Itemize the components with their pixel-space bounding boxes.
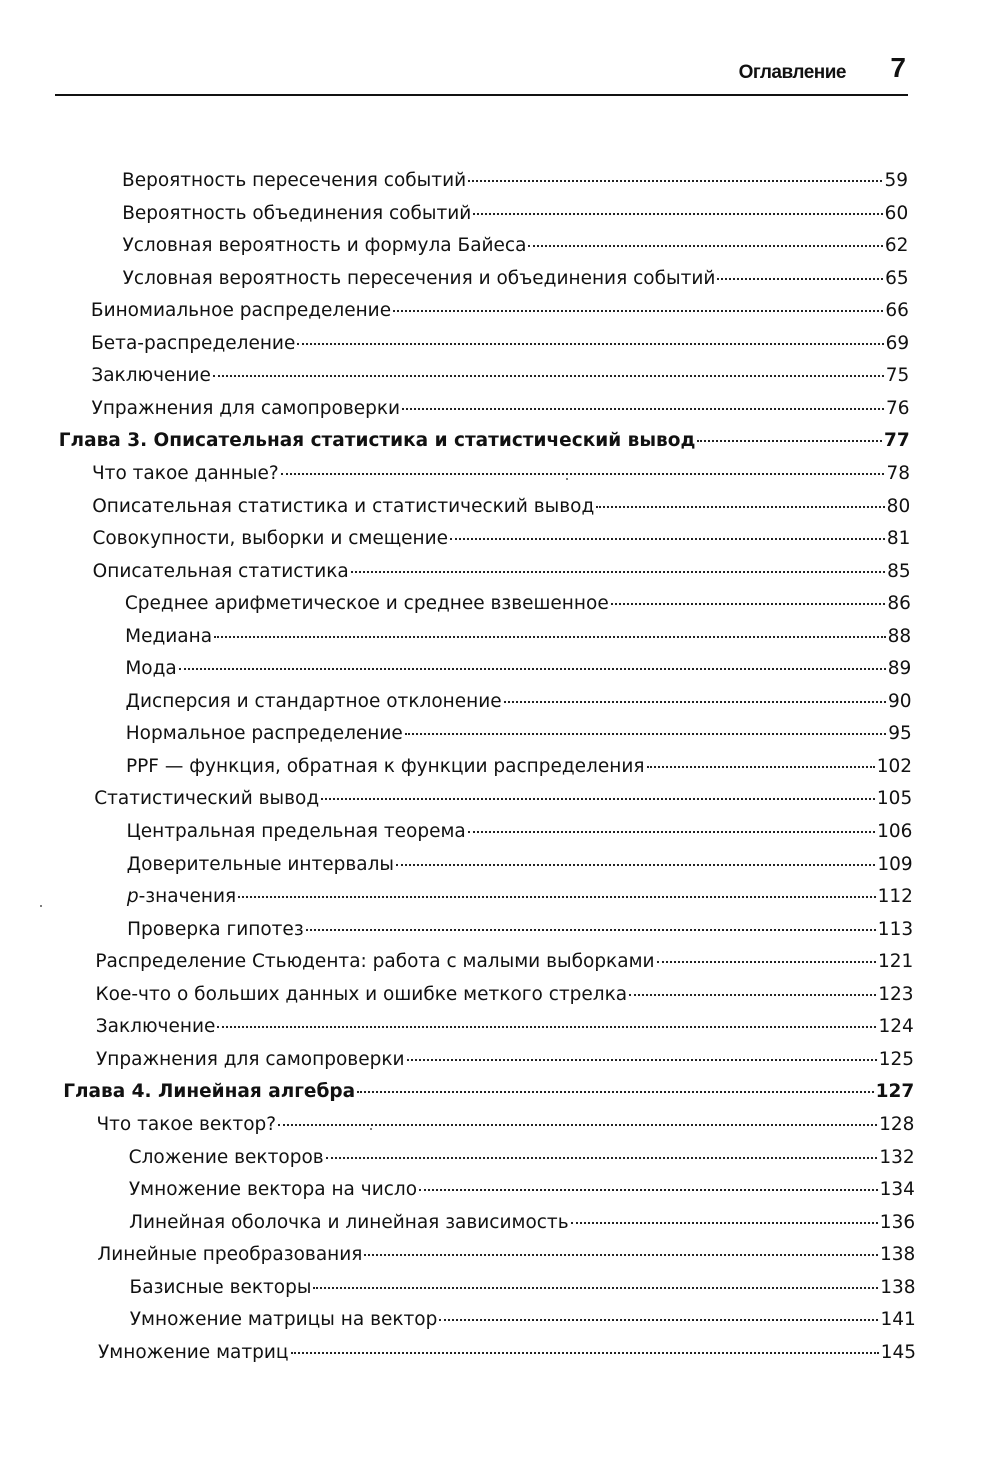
dot-leader: [364, 1253, 878, 1256]
toc-entry-title: Упражнения для самопроверки: [96, 1048, 405, 1070]
toc-entry-page: 145: [880, 1341, 916, 1363]
toc-entry: [96, 984, 914, 1014]
toc-entry-title: Совокупности, выборки и смещение: [92, 528, 449, 550]
toc-entry: [91, 300, 909, 330]
toc-entry-title: Биномиальное распределение: [90, 300, 392, 322]
toc-entry: [126, 821, 912, 851]
dot-leader: [351, 570, 885, 573]
dot-leader: [313, 1286, 878, 1289]
toc-entry-title: Глава 4. Линейная алгебра: [63, 1081, 356, 1103]
dot-leader: [321, 797, 875, 800]
toc-entry-title: Условная вероятность пересечения и объединения событий: [122, 267, 716, 289]
dot-leader: [611, 602, 886, 605]
toc-entry: [130, 1309, 916, 1339]
toc-entry-page: 69: [885, 332, 910, 354]
toc-entry-title: Заключение: [91, 365, 211, 387]
toc-entry-page: 90: [888, 690, 912, 712]
toc-entry: [129, 1147, 915, 1177]
toc-entry-title: Глава 3. Описательная статистика и статистический вывод: [58, 430, 696, 452]
toc-entry-title: Медиана: [125, 625, 213, 647]
dot-leader: [357, 1090, 873, 1093]
toc-entry-title: Кое-что о больших данных и ошибке меткого стрелка: [95, 983, 628, 1005]
dot-leader: [571, 1221, 878, 1224]
toc-entry-title: Условная вероятность и формула Байеса: [122, 235, 527, 257]
toc-entry-title: Бета-распределение: [91, 332, 296, 354]
toc-entry-title: Описательная статистика: [92, 560, 349, 582]
toc-entry: [96, 1114, 914, 1144]
toc-entry-title: Упражнения для самопроверки: [91, 397, 401, 419]
toc-entry-page: 85: [887, 560, 911, 582]
toc-entry: [126, 691, 912, 721]
toc-entry-title: Проверка гипотез: [127, 918, 304, 940]
toc-entry: [94, 788, 912, 818]
toc-entry-page: 95: [888, 723, 912, 745]
toc-entry: [96, 1016, 914, 1046]
toc-entry-page: 65: [885, 267, 909, 289]
toc-entry-page: 128: [879, 1113, 915, 1135]
running-title: Оглавление: [738, 62, 846, 83]
toc-entry-page: 66: [885, 300, 909, 322]
scan-speck: [370, 1128, 372, 1130]
toc-entry: [129, 1179, 915, 1209]
toc-entry: [91, 365, 909, 395]
dot-leader: [647, 765, 875, 768]
dot-leader: [179, 667, 886, 670]
toc-entry-title: Среднее арифметическое и среднее взвешенное: [124, 593, 609, 615]
scan-speck: [566, 478, 568, 480]
toc-entry-title: Центральная предельная теорема: [126, 821, 466, 842]
dot-leader: [717, 277, 883, 280]
page-header: [55, 52, 908, 96]
toc-entry-title: Линейная оболочка и линейная зависимость: [129, 1211, 569, 1233]
toc-entry: [127, 886, 913, 916]
toc-entry-title: Что такое вектор?: [96, 1113, 277, 1135]
toc-entry-title: Умножение вектора на число: [128, 1179, 418, 1201]
toc-entry-page: 138: [880, 1276, 916, 1298]
toc-entry-title: Распределение Стьюдента: работа с малыми выборками: [95, 951, 655, 973]
toc-entry-page: 76: [886, 397, 910, 419]
toc-entry: [122, 203, 908, 233]
toc-entry-page: 121: [878, 951, 914, 973]
toc-entry-page: 134: [879, 1179, 915, 1201]
dot-leader: [238, 895, 875, 898]
toc-entry-title: Что такое данные?: [92, 462, 279, 484]
toc-entry: [130, 1277, 916, 1307]
dot-leader: [504, 700, 886, 703]
dot-leader: [419, 1188, 878, 1191]
dot-leader: [697, 439, 882, 442]
toc-entry-page: 123: [878, 983, 914, 1005]
toc-entry: [95, 951, 913, 981]
toc-entry-page: 141: [880, 1309, 916, 1331]
toc-entry-page: 136: [879, 1211, 916, 1233]
toc-entry: [126, 723, 912, 753]
dot-leader: [468, 830, 875, 833]
toc-entry-page: 75: [885, 365, 910, 387]
dot-leader: [278, 1123, 877, 1126]
toc-entry: [127, 919, 913, 949]
toc-entry-page: 113: [877, 918, 914, 940]
dot-leader: [297, 342, 883, 345]
toc-chapter-entry: [63, 1081, 914, 1111]
toc-entry: [125, 626, 911, 656]
toc-entry: [125, 658, 911, 688]
toc-entry-page: 89: [887, 658, 912, 680]
toc-entry: [122, 235, 908, 265]
toc-entry-page: 78: [886, 462, 910, 484]
toc-entry: [129, 1212, 915, 1242]
dot-leader: [326, 1156, 878, 1159]
toc-entry-title: PPF — функция, обратная к функции распределения: [126, 755, 645, 777]
toc-entry-title: Доверительные интервалы: [126, 853, 395, 875]
dot-leader: [407, 1058, 877, 1061]
toc-entry-title: Вероятность пересечения событий: [122, 170, 467, 191]
toc-entry: [122, 170, 908, 200]
toc-entry: [92, 496, 910, 526]
dot-leader: [528, 244, 882, 247]
toc-entry-page: 109: [877, 853, 913, 875]
toc-entry: [123, 268, 909, 298]
dot-leader: [402, 407, 884, 410]
toc-entry-title: Статистический вывод: [94, 788, 320, 810]
toc-entry-page: 102: [876, 755, 912, 777]
toc-entry-title: Сложение векторов: [128, 1146, 324, 1168]
dot-leader: [217, 1025, 876, 1028]
toc-entry-title: Описательная статистика и статистический вывод: [92, 495, 595, 517]
dot-leader: [396, 863, 875, 866]
toc-entry: [91, 333, 909, 363]
toc-entry: [96, 1049, 914, 1079]
toc-entry-page: 59: [884, 170, 908, 191]
toc-entry-page: 77: [884, 430, 910, 452]
toc-entry-page: 138: [880, 1244, 916, 1266]
toc-entry-title: Нормальное распределение: [125, 723, 403, 745]
toc-entry-page: 88: [887, 625, 912, 647]
dot-leader: [213, 374, 884, 377]
dot-leader: [393, 309, 883, 312]
dot-leader: [629, 993, 876, 996]
scan-speck: [40, 905, 42, 907]
dot-leader: [596, 505, 884, 508]
page-number: 7: [890, 52, 906, 83]
toc-entry-page: 105: [876, 788, 913, 810]
toc-entry-title: Мода: [125, 658, 177, 680]
toc-entry: [97, 1244, 915, 1274]
toc-entry-title: Базисные векторы: [129, 1276, 312, 1298]
toc-entry: [125, 593, 911, 623]
dot-leader: [473, 212, 882, 215]
dot-leader: [450, 537, 885, 540]
dot-leader: [405, 732, 886, 735]
toc-entry: [126, 756, 912, 786]
toc-entry: [92, 398, 910, 428]
toc-entry-title: Линейные преобразования: [97, 1244, 363, 1266]
toc-entry-page: 80: [886, 495, 911, 517]
toc-entry-page: 125: [878, 1048, 914, 1070]
toc-chapter-entry: [59, 430, 910, 460]
toc-entry-title: p-значения: [126, 886, 237, 908]
dot-leader: [306, 928, 876, 931]
toc-entry-page: 62: [884, 235, 909, 257]
dot-leader: [214, 635, 886, 638]
dot-leader: [657, 960, 876, 963]
toc-entry-page: 81: [886, 528, 911, 550]
toc-entry: [127, 854, 913, 884]
toc-entry-title: Вероятность объединения событий: [122, 202, 472, 224]
toc-entry-page: 60: [884, 202, 909, 224]
toc-entry-page: 124: [878, 1016, 914, 1038]
toc-entry-page: 127: [875, 1081, 915, 1103]
toc-entry-title: Умножение матриц: [98, 1341, 289, 1363]
toc-entry-title: Заключение: [95, 1016, 216, 1038]
dot-leader: [281, 472, 885, 475]
toc-entry-title: Дисперсия и стандартное отклонение: [125, 690, 502, 712]
toc-entry-page: 86: [887, 593, 911, 615]
toc-entry-title: Умножение матрицы на вектор: [129, 1309, 438, 1331]
dot-leader: [468, 179, 882, 182]
toc-entry-page: 132: [879, 1146, 915, 1168]
toc-entry: [93, 561, 911, 591]
toc-entry: [92, 528, 910, 558]
toc-entry-page: 106: [877, 821, 913, 842]
dot-leader: [291, 1351, 879, 1354]
dot-leader: [439, 1318, 878, 1321]
toc-entry: [92, 463, 910, 493]
toc-entry: [98, 1342, 916, 1372]
toc-entry-page: 112: [877, 886, 913, 908]
